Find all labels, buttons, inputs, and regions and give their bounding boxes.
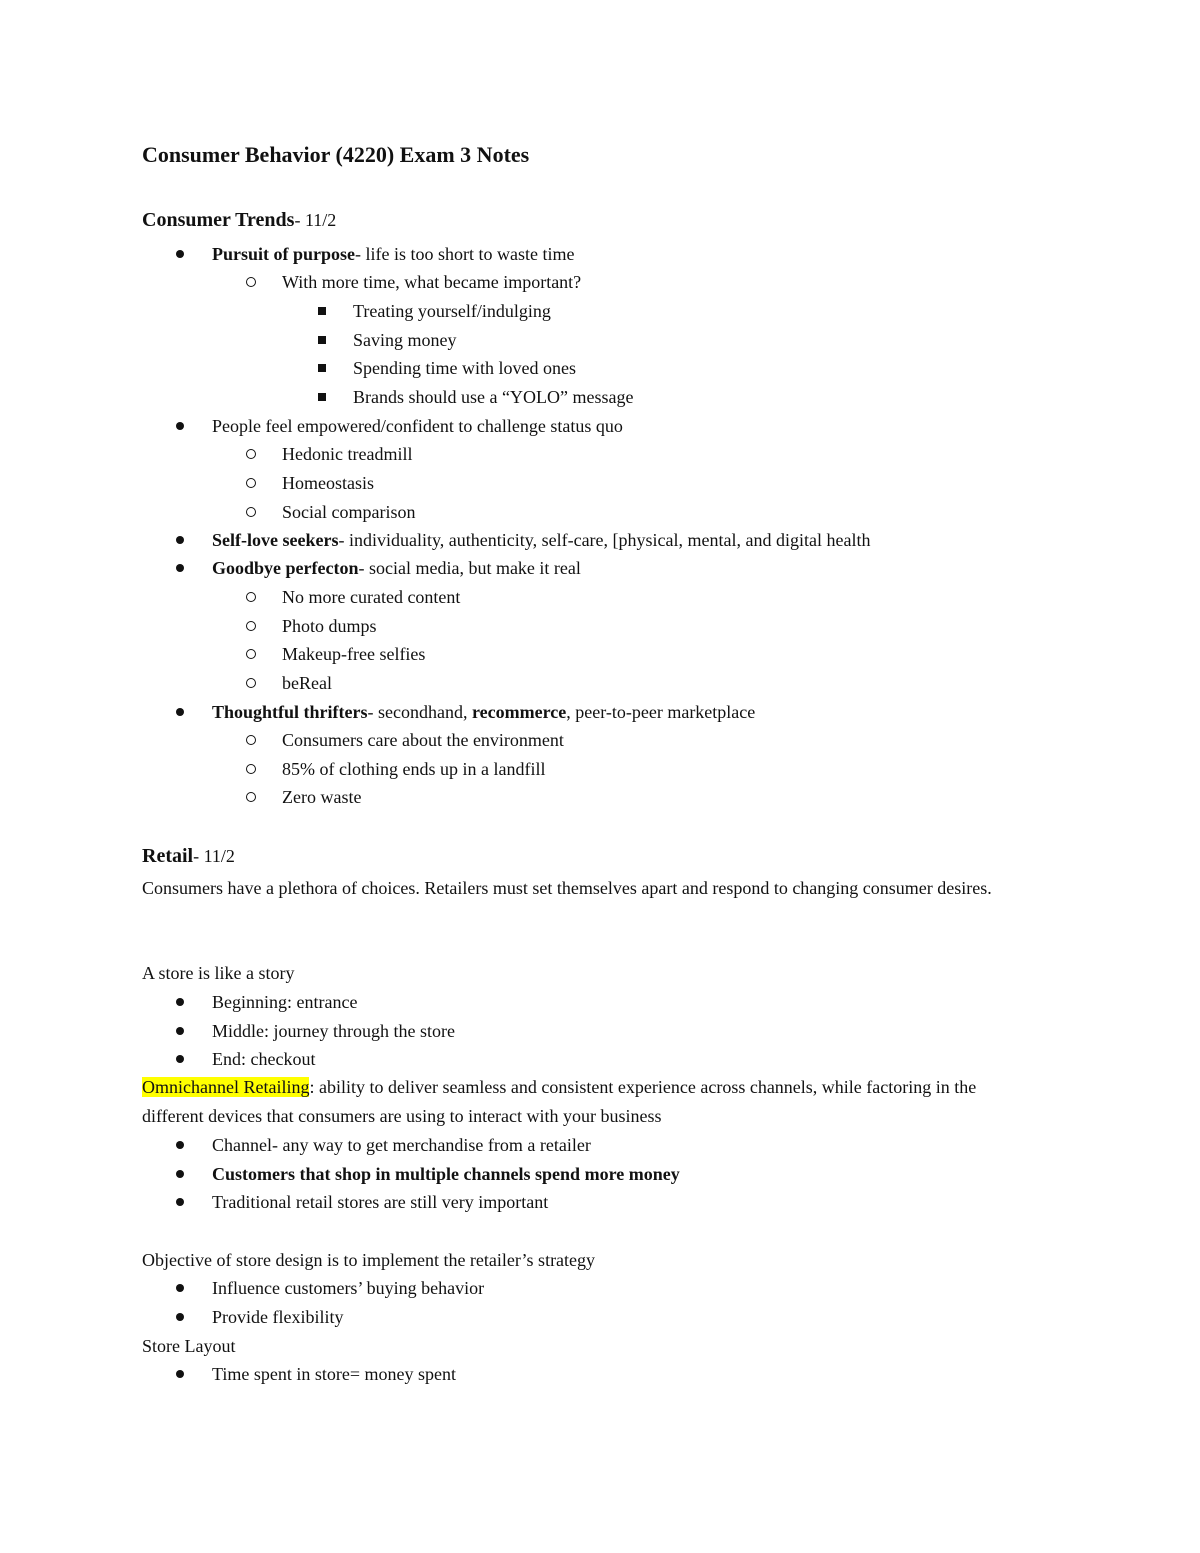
heading-date: - 11/2 xyxy=(294,210,337,230)
definition: - individuality, authenticity, self-care, [physical, mental, and digital health xyxy=(338,530,871,550)
definition: - secondhand, xyxy=(367,702,472,722)
bullet-disc-icon xyxy=(176,1020,184,1042)
term: Thoughtful thrifters xyxy=(212,702,368,722)
bullet-circle-icon xyxy=(246,443,256,465)
list-item xyxy=(212,529,870,551)
bullet-disc-icon xyxy=(176,1306,184,1328)
highlighted-term: Omnichannel Retailing xyxy=(142,1077,310,1097)
definition: - social media, but make it real xyxy=(358,558,581,578)
bullet-circle-icon xyxy=(246,672,256,694)
bullet-circle-icon xyxy=(246,758,256,780)
list-item: 85% of clothing ends up in a landfill xyxy=(282,759,546,779)
list-item: Treating yourself/indulging xyxy=(353,301,551,321)
bullet-circle-icon xyxy=(246,586,256,608)
list-item xyxy=(212,701,755,723)
paragraph-story: A store is like a story xyxy=(142,963,295,983)
bullet-circle-icon xyxy=(246,501,256,523)
bullet-disc-icon xyxy=(176,1134,184,1156)
list-item: Hedonic treadmill xyxy=(282,444,413,464)
paragraph-store-layout: Store Layout xyxy=(142,1336,236,1356)
bullet-circle-icon xyxy=(246,643,256,665)
definition: - life is too short to waste time xyxy=(355,244,575,264)
list-item: Traditional retail stores are still very important xyxy=(212,1192,549,1212)
list-item: Influence customers’ buying behavior xyxy=(212,1278,485,1298)
term: Goodbye perfecton xyxy=(212,558,359,578)
section-heading-retail xyxy=(142,845,235,868)
list-item: Saving money xyxy=(353,330,457,350)
bullet-disc-icon xyxy=(176,415,184,437)
heading-date: - 11/2 xyxy=(193,846,235,866)
bullet-disc-icon xyxy=(176,701,184,723)
bullet-disc-icon xyxy=(176,243,184,265)
bullet-disc-icon xyxy=(176,1277,184,1299)
list-item: Channel- any way to get merchandise from a retailer xyxy=(212,1135,591,1155)
page-title: Consumer Behavior (4220) Exam 3 Notes xyxy=(142,142,530,167)
list-item: Consumers care about the environment xyxy=(282,730,564,750)
list-item xyxy=(212,243,574,265)
bullet-circle-icon xyxy=(246,271,256,293)
list-item: People feel empowered/confident to challenge status quo xyxy=(212,416,623,436)
list-item: Photo dumps xyxy=(282,616,377,636)
list-item: No more curated content xyxy=(282,587,461,607)
heading-label: Consumer Trends xyxy=(142,209,295,231)
term: recommerce xyxy=(471,702,567,722)
list-item: Homeostasis xyxy=(282,473,374,493)
term: Pursuit of purpose xyxy=(212,244,356,264)
list-item: Brands should use a “YOLO” message xyxy=(353,387,634,407)
bullet-circle-icon xyxy=(246,729,256,751)
list-item: Zero waste xyxy=(282,787,362,807)
list-item: Provide flexibility xyxy=(212,1307,344,1327)
bullet-circle-icon xyxy=(246,615,256,637)
bullet-square-icon xyxy=(318,386,326,408)
heading-label: Retail xyxy=(142,845,194,867)
definition: , peer-to-peer marketplace xyxy=(566,702,756,722)
list-item: Spending time with loved ones xyxy=(353,358,576,378)
list-item xyxy=(212,557,581,579)
list-item: End: checkout xyxy=(212,1049,316,1069)
bullet-disc-icon xyxy=(176,1191,184,1213)
paragraph-omnichannel xyxy=(142,1073,1042,1130)
bullet-square-icon xyxy=(318,357,326,379)
list-item: Social comparison xyxy=(282,502,416,522)
list-item: Customers that shop in multiple channels spend more money xyxy=(212,1164,680,1184)
paragraph-intro: Consumers have a plethora of choices. Retailers must set themselves apart and respond to changing consumer desires. xyxy=(142,878,992,898)
list-item: Beginning: entrance xyxy=(212,992,358,1012)
term: Self-love seekers xyxy=(212,530,339,550)
bullet-disc-icon xyxy=(176,557,184,579)
list-item: Middle: journey through the store xyxy=(212,1021,455,1041)
bullet-disc-icon xyxy=(176,1048,184,1070)
bullet-disc-icon xyxy=(176,991,184,1013)
section-heading-consumer-trends xyxy=(142,209,336,232)
bullet-square-icon xyxy=(318,300,326,322)
bullet-disc-icon xyxy=(176,1363,184,1385)
list-item: beReal xyxy=(282,673,332,693)
list-item: Time spent in store= money spent xyxy=(212,1364,456,1384)
paragraph-objective: Objective of store design is to implement the retailer’s strategy xyxy=(142,1250,596,1270)
bullet-disc-icon xyxy=(176,529,184,551)
bullet-square-icon xyxy=(318,329,326,351)
definition: : ability to deliver seamless and consistent experience across channels, while factoring in the different devices that consumers are using to interact with your business xyxy=(142,1077,977,1126)
bullet-circle-icon xyxy=(246,472,256,494)
bullet-circle-icon xyxy=(246,786,256,808)
bullet-disc-icon xyxy=(176,1163,184,1185)
list-item: With more time, what became important? xyxy=(282,272,582,292)
list-item: Makeup-free selfies xyxy=(282,644,426,664)
